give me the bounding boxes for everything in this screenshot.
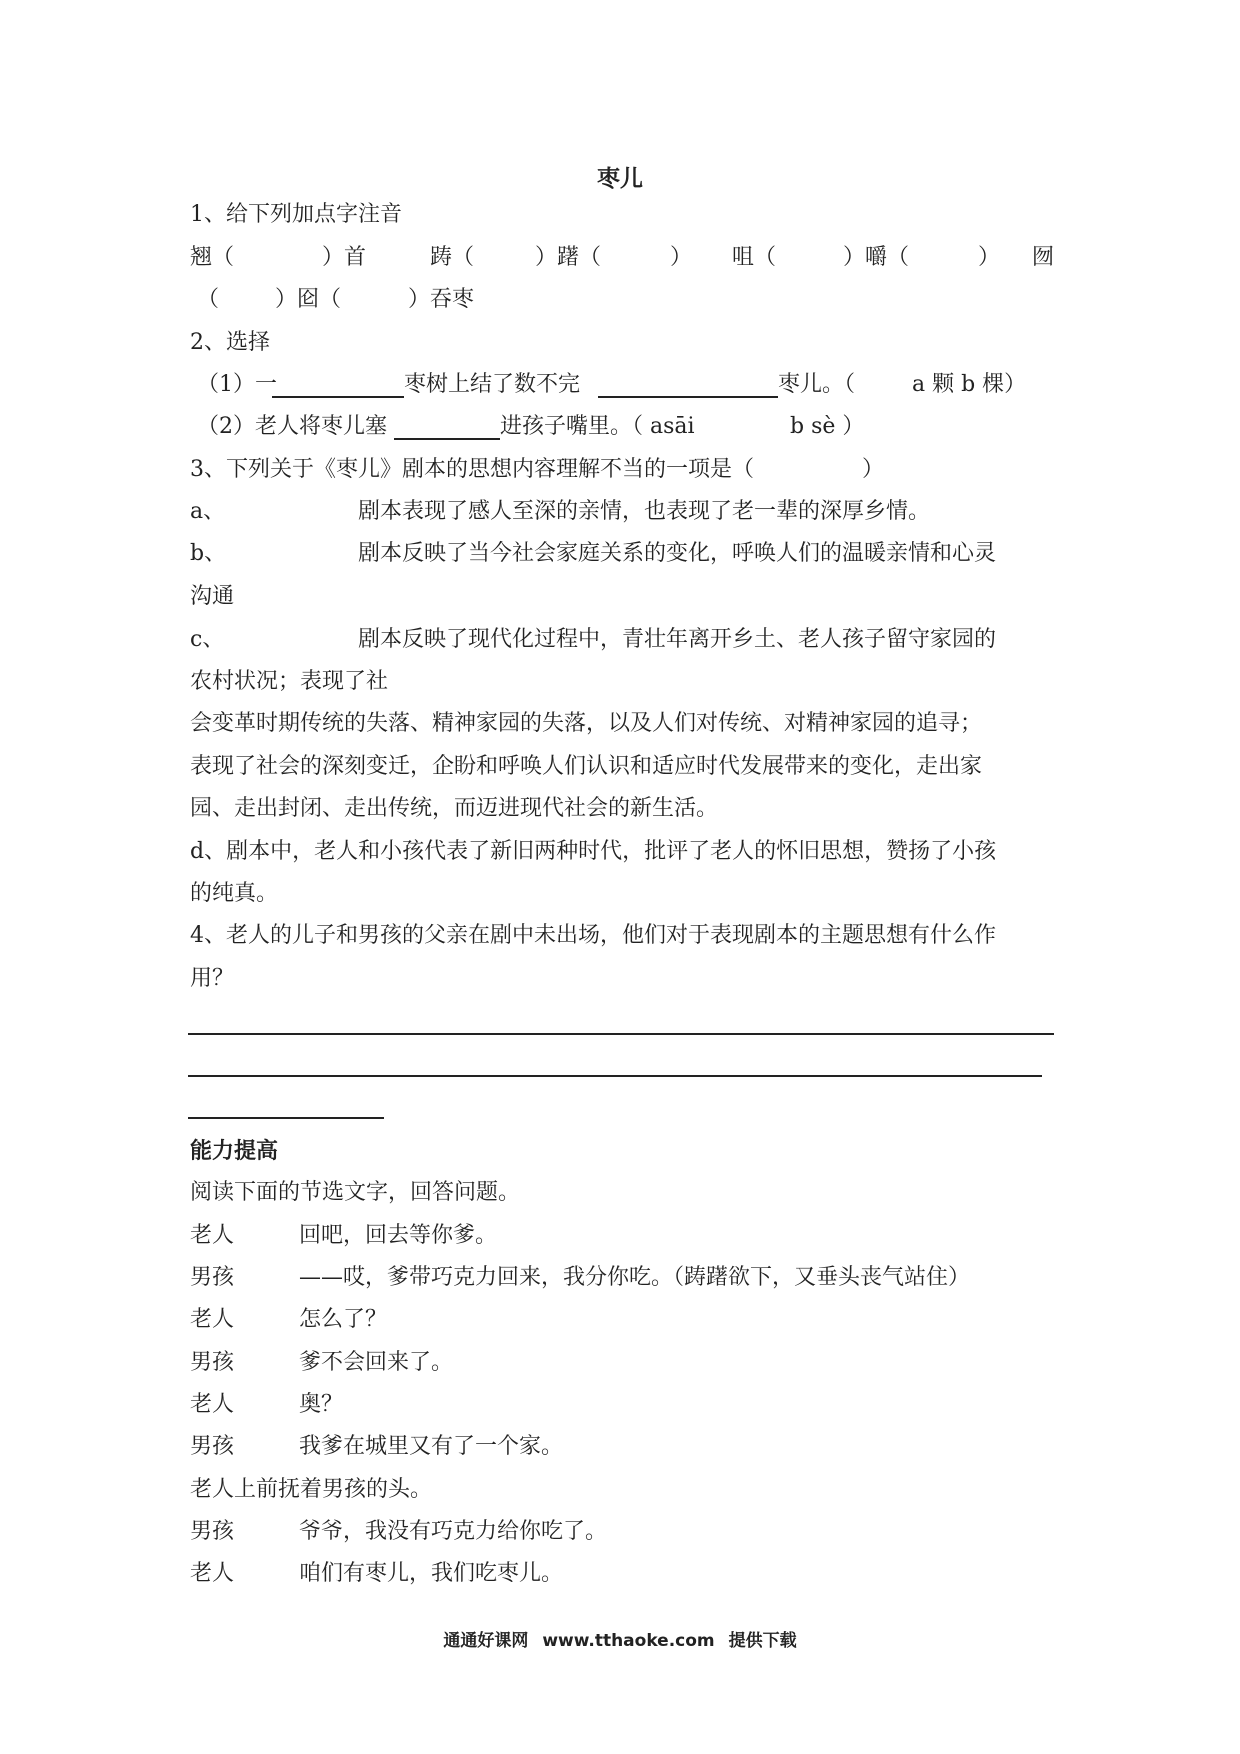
dialogue-line: 回吧，回去等你爹。 [299,1223,498,1248]
option-text-c: 园、走出封闭、走出传统，而迈进现代社会的新生活。 [190,796,719,821]
q1-text: （ [197,287,220,312]
option-text-a: 剧本表现了感人至深的亲情，也表现了老一辈的深厚乡情。 [358,499,931,524]
footer-url[interactable]: www.tthaoke.com [542,1631,715,1651]
dialogue-speaker: 老人 [190,1223,235,1248]
page-footer [0,1626,1240,1651]
answer-line[interactable] [188,1033,1054,1035]
dialogue-speaker: 老人 [190,1561,235,1586]
q2-heading: 2、选择 [190,330,270,355]
answer-blank[interactable] [394,438,500,440]
option-text-b: 剧本反映了当今社会家庭关系的变化，呼唤人们的温暖亲情和心灵 [358,541,997,566]
q2-item2-text: （2）老人将枣儿塞 [197,414,387,439]
q1-text: ）吞枣 [408,287,475,312]
section-intro: 阅读下面的节选文字，回答问题。 [190,1180,521,1205]
q4-text: 4、老人的儿子和男孩的父亲在剧中未出场，他们对于表现剧本的主题思想有什么作 [190,923,996,948]
dialogue-speaker: 男孩 [190,1265,235,1290]
q2-item1-text: 枣儿。（ [778,372,856,397]
option-text-d: 的纯真。 [190,881,279,906]
q1-text: ）躇（ [535,245,602,270]
q1-text: ）首 [322,245,367,270]
q1-text: 翘（ [190,245,235,270]
dialogue-speaker: 男孩 [190,1434,235,1459]
q1-text: ） [978,245,1001,270]
q1-text: 踌（ [430,245,475,270]
dialogue-speaker: 男孩 [190,1519,235,1544]
q1-text: ）囵（ [275,287,342,312]
dialogue-speaker: 老人 [190,1307,235,1332]
dialogue-line: 我爹在城里又有了一个家。 [299,1434,564,1459]
q2-item2-text: 进孩子嘴里。（ asāi [500,414,695,439]
dialogue-speaker: 老人 [190,1392,235,1417]
page-title: 枣儿 [597,166,643,192]
dialogue-line: 爹不会回来了。 [299,1350,454,1375]
dialogue-line: 怎么了？ [299,1307,388,1332]
footer-site-name: 通通好课网 [443,1631,529,1651]
q3-heading: 3、下列关于《枣儿》剧本的思想内容理解不当的一项是（ [190,457,754,482]
dialogue-speaker: 男孩 [190,1350,235,1375]
answer-blank[interactable] [272,396,404,398]
q1-text: 咀（ [732,245,777,270]
option-text-d: d、剧本中，老人和小孩代表了新旧两种时代，批评了老人的怀旧思想，赞扬了小孩 [190,839,997,864]
option-text-c: 会变革时期传统的失落、精神家园的失落，以及人们对传统、对精神家园的追寻； [190,711,983,736]
option-text-b: 沟通 [190,584,235,609]
dialogue-line: 爷爷，我没有巧克力给你吃了。 [299,1519,608,1544]
q3-heading: ） [862,457,885,482]
option-label-a: a、 [190,499,226,524]
answer-line[interactable] [188,1117,384,1119]
q1-heading: 1、给下列加点字注音 [190,202,402,227]
q1-text: ） [670,245,693,270]
answer-blank[interactable] [598,396,778,398]
q2-item1-text: 枣树上结了数不完 [404,372,581,397]
q2-item1-options: a 颗 b 棵） [912,372,1027,397]
option-label-b: b、 [190,541,227,566]
dialogue-line: 奥？ [299,1392,344,1417]
option-text-c: 剧本反映了现代化过程中，青壮年离开乡土、老人孩子留守家园的 [358,627,997,652]
option-label-c: c、 [190,627,225,652]
stage-direction: 老人上前抚着男孩的头。 [190,1477,433,1502]
footer-suffix: 提供下载 [728,1631,797,1651]
answer-line[interactable] [188,1075,1042,1077]
q1-text: ）嚼（ [843,245,910,270]
q2-item1-text: （1）一 [197,372,277,397]
q2-item2-options: b sè ） [790,414,865,439]
q1-text: 囫 [1032,245,1055,270]
section-heading: 能力提高 [190,1139,279,1164]
option-text-c: 表现了社会的深刻变迁，企盼和呼唤人们认识和适应时代发展带来的变化，走出家 [190,754,983,779]
option-text-c: 农村状况；表现了社 [190,669,389,694]
dialogue-line: 咱们有枣儿，我们吃枣儿。 [299,1561,564,1586]
dialogue-line: ——哎，爹带巧克力回来，我分你吃。（踌躇欲下，又垂头丧气站住） [299,1265,971,1290]
q4-text: 用？ [190,966,235,991]
